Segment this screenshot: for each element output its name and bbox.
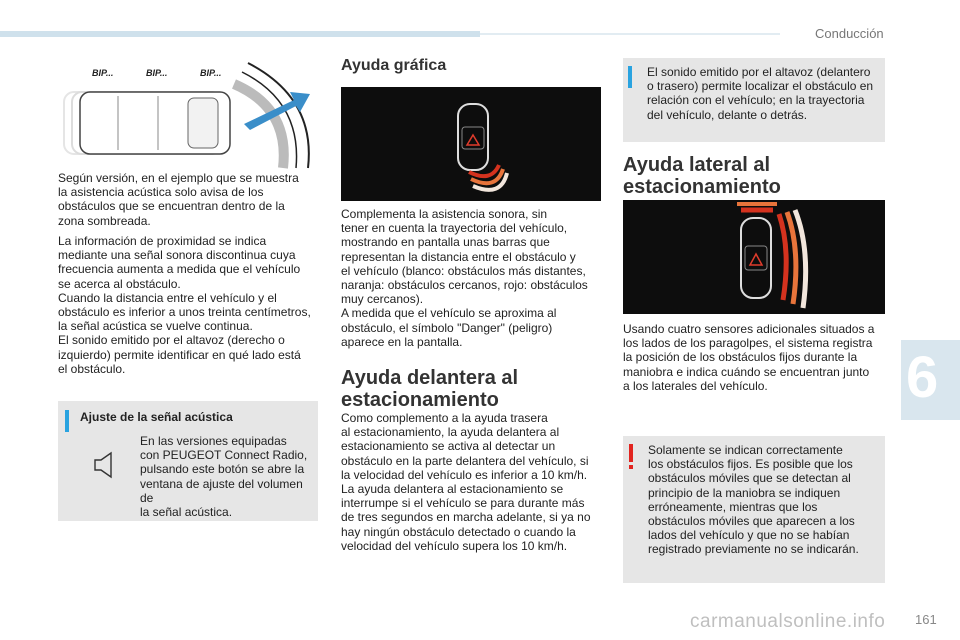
heading-side-parking-aid: Ayuda lateral al estacionamiento	[623, 154, 781, 198]
section-title: Conducción	[815, 26, 884, 41]
header-rule	[0, 31, 480, 37]
car-rear-sensor-icon	[341, 87, 601, 201]
note-box	[58, 401, 318, 521]
heading-front-parking-aid: Ayuda delantera al estacionamiento	[341, 367, 519, 411]
heading-graphic-aid: Ayuda gráfica	[341, 57, 447, 74]
paragraph-side-parking-aid: Usando cuatro sensores adicionales situados a los lados de los paragolpes, el sistema registra la posición de los obstáculos fijos durante la maniobra e indica cuándo se encuentran junto a los laterales del vehículo.	[623, 322, 875, 393]
info-box	[623, 58, 885, 142]
note-text: En las versiones equipadas con PEUGEOT Connect Radio, pulsando este botón se abre la ventana de ajuste del volumen de la señal acústica.	[140, 434, 308, 520]
parking-beep-illustration	[58, 58, 316, 170]
paragraph-proximity-info: La información de proximidad se indica mediante una señal sonora discontinua cuya frecuencia aumenta a medida que el vehículo se acerca al obstáculo. Cuando la distancia entre el vehículo y el obstáculo es inferior a unos treinta centímetros, la señal acústica se vuelve continua. El sonido emitido por el altavoz (derecho o izquierdo) permite identificar en qué lado está el obstáculo.	[58, 234, 311, 376]
chapter-number: 6	[906, 345, 939, 410]
speaker-icon	[93, 451, 115, 479]
warning-icon-dot	[629, 465, 633, 469]
watermark: carmanualsonline.info	[690, 611, 886, 632]
warning-text: Solamente se indican correctamente los obstáculos fijos. Es posible que los obstáculos móviles que se detectan al principio de la maniobra se indiquen erróneamente, mientras que los obstáculos móviles que aparecen a los lados del vehículo y que no se habían registrado previamente no se indicarán.	[648, 443, 859, 557]
info-icon	[65, 410, 69, 432]
paragraph-acoustic-zone: Según versión, en el ejemplo que se muestra la asistencia acústica solo avisa de los obstáculos que se encuentran dentro de la zona sombreada.	[58, 171, 299, 228]
note-title: Ajuste de la señal acústica	[80, 410, 233, 424]
beep-label: BIP...	[92, 68, 114, 78]
side-aid-display	[623, 200, 885, 314]
warning-icon	[629, 444, 633, 462]
beep-label: BIP...	[146, 68, 168, 78]
info-icon	[628, 66, 632, 88]
paragraph-graphic-aid: Complementa la asistencia sonora, sin tener en cuenta la trayectoria del vehículo, mostrando en pantalla unas barras que representan la distancia entre el obstáculo y el vehículo (blanco: obstáculos más distantes, naranja: obstáculos cercanos, rojo: obstáculos muy cercanos). A medida que el vehículo se aproxima al obstáculo, el símbolo "Danger" (peligro) aparece en la pantalla.	[341, 207, 588, 349]
graphic-aid-display	[341, 87, 601, 201]
warning-box	[623, 436, 885, 583]
beep-label: BIP...	[200, 68, 222, 78]
info-text: El sonido emitido por el altavoz (delantero o trasero) permite localizar el obstáculo en relación con el vehículo; en la trayectoria del vehículo, delante o detrás.	[647, 65, 874, 122]
paragraph-front-parking-aid: Como complemento a la ayuda trasera al estacionamiento, la ayuda delantera al estacionamiento se activa al detectar un obstáculo en la parte delantera del vehículo, si la velocidad del vehículo es inferior a 10 km/h. La ayuda delantera al estacionamiento se interrumpe si el vehículo se para durante más de tres segundos en marcha adelante, si ya no hay ningún obstáculo detectado o cuando la velocidad del vehículo supera los 10 km/h.	[341, 411, 591, 553]
page-number: 161	[915, 612, 937, 627]
header-rule-light	[480, 33, 780, 35]
car-side-sensor-icon	[623, 200, 885, 314]
